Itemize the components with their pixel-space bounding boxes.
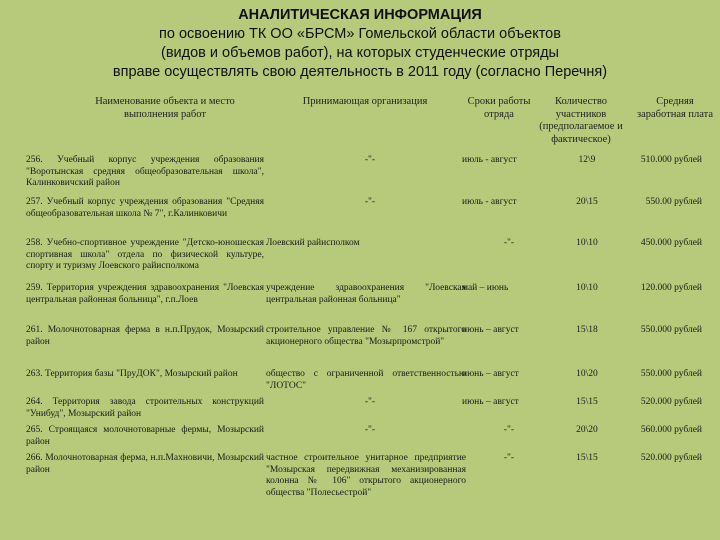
header-org: Принимающая организация [302, 96, 428, 107]
row-org: -"- [364, 397, 376, 407]
row-name: 258. Учебно-спортивное учреждение "Детско-юношеская спортивная школа" отдела по физической культуре, спорту и туризму Лоевского райисполкома [26, 238, 264, 271]
title-line-4: вправе осуществлять свою деятельность в 2011 году (согласно Перечня) [112, 64, 608, 80]
row-term: июль - август [462, 197, 517, 207]
row-name: 265. Строящаяся молочнотоварные фермы, Мозырский район [26, 425, 264, 447]
row-term: -"- [503, 238, 515, 248]
row-term: июль - август [462, 155, 517, 165]
title-line-3: (видов и объемов работ), на которых студенческие отряды [161, 45, 559, 61]
header-name: Наименование объекта и место выполнения работ [95, 96, 235, 120]
row-org: частное строительное унитарное предприятие "Мозырская передвижная механизированная колонна № 106" открытого акционерного общества "Полесьестрой" [266, 453, 466, 498]
row-term: -"- [503, 453, 515, 463]
row-pay: 510.000 рублей [640, 155, 702, 165]
row-org: общество с ограниченной ответственностью "ЛОТОС" [266, 369, 466, 391]
document-title [0, 6, 720, 82]
row-count: 20\20 [576, 425, 598, 435]
row-term: -"- [503, 425, 515, 435]
header-pay: Средняя заработная плата [636, 96, 714, 120]
row-count: 20\15 [576, 197, 598, 207]
header-term: Сроки работы отряда [467, 96, 531, 120]
row-name: 259. Территория учреждения здравоохранения "Лоевская центральная районная больница", г.п.Лоев [26, 283, 264, 305]
row-name: 261. Молочнотоварная ферма в н.п.Прудок, Мозырский район [26, 325, 264, 347]
row-org: Лоевский райисполком [266, 238, 360, 248]
row-count: 10\20 [576, 369, 598, 379]
header-count: Количество участников (предполагаемое и фактическое) [539, 96, 623, 145]
row-pay: 550.000 рублей [640, 369, 702, 379]
row-pay: 520.000 рублей [640, 453, 702, 463]
row-name: 264. Территория завода строительных конструкций "Унибуд", Мозырский район [26, 397, 264, 419]
row-org: -"- [364, 197, 376, 207]
row-name: 263. Территория базы "ПруДОК", Мозырский район [26, 369, 238, 379]
row-count: 12\9 [578, 155, 596, 165]
row-name: 266. Молочнотоварная ферма, н.п.Махновичи, Мозырский район [26, 453, 264, 475]
row-pay: 450.000 рублей [640, 238, 702, 248]
row-term: май – июнь [462, 283, 509, 293]
row-org: -"- [364, 425, 376, 435]
row-term: июнь – август [462, 369, 519, 379]
row-term: июнь – август [462, 397, 519, 407]
title-line-2: по освоению ТК ОО «БРСМ» Гомельской области объектов [159, 26, 561, 42]
row-org: -"- [364, 155, 376, 165]
row-count: 15\15 [576, 453, 598, 463]
row-org: строительное управление № 167 открытого акционерного общества "Мозырпромстрой" [266, 325, 466, 347]
row-count: 15\15 [576, 397, 598, 407]
row-pay: 550.00 рублей [645, 197, 702, 207]
row-pay: 550.000 рублей [640, 325, 702, 335]
row-name: 256. Учебный корпус учреждения образования "Воротынская средняя общеобразовательная школа", Калинковичский район [26, 155, 264, 188]
row-org: учреждение здравоохранения "Лоевская центральная районная больница" [266, 283, 466, 305]
row-name: 257. Учебный корпус учреждения образования "Средняя общеобразовательная школа № 7", г.Калинковичи [26, 197, 264, 219]
row-pay: 120.000 рублей [640, 283, 702, 293]
row-pay: 520.000 рублей [640, 397, 702, 407]
row-term: июнь – август [462, 325, 519, 335]
row-pay: 560.000 рублей [640, 425, 702, 435]
row-count: 10\10 [576, 238, 598, 248]
title-line-1: АНАЛИТИЧЕСКАЯ ИНФОРМАЦИЯ [238, 7, 482, 23]
row-count: 10\10 [576, 283, 598, 293]
row-count: 15\18 [576, 325, 598, 335]
